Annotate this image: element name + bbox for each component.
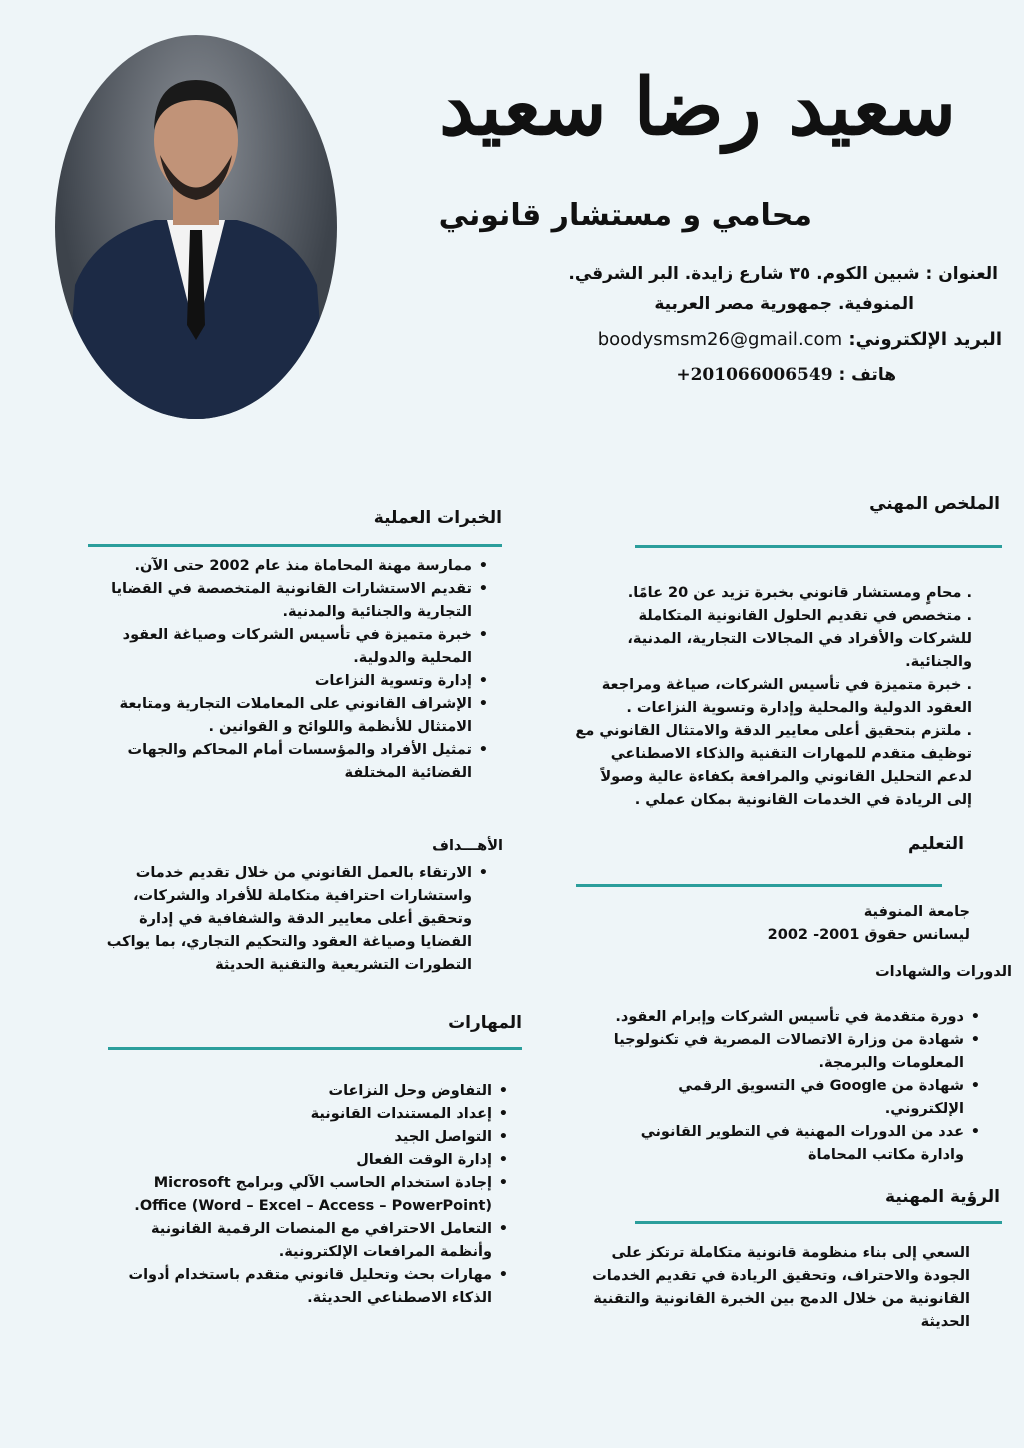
summary-text: [572, 582, 972, 812]
skill-item: • التفاوض وحل النزاعات: [108, 1080, 508, 1103]
experience-heading: الخبرات العملية: [373, 508, 502, 528]
degree: ليسانس حقوق 2001- 2002: [767, 927, 970, 943]
skill-item: • التواصل الجيد: [108, 1126, 508, 1149]
candidate-name: سعيد رضا سعيد: [439, 62, 956, 153]
right-column: [562, 494, 1012, 1334]
skill-item: • إجادة استخدام الحاسب الآلي وبرامج Microsoft Office (Word – Excel – Access – PowerPoint).: [108, 1172, 508, 1218]
address-line-1: العنوان : شبين الكوم. ٣٥ شارع زايدة. البر الشرقي.: [568, 264, 998, 284]
phone-number: +201066006549: [676, 365, 833, 385]
vision-heading: الرؤية المهنية: [885, 1187, 1000, 1207]
skills-list: [108, 1080, 508, 1310]
course-item: • دورة متقدمة في تأسيس الشركات وإبرام العقود.: [600, 1006, 980, 1029]
address-line-2: المنوفية. جمهورية مصر العربية: [654, 294, 914, 314]
goal-item: • الارتقاء بالعمل القانوني من خلال تقديم خدمات واستشارات احترافية متكاملة للأفراد والشركات، وتحقيق أعلى معايير الدقة والشفافية في إدارة القضايا وصياغة العقود والتحكيم التجاري، بما يواكب التطورات التشريعية والتقنية الحديثة: [84, 862, 488, 977]
education-heading: التعليم: [908, 834, 964, 854]
courses-list: [600, 1006, 980, 1167]
goals-heading: الأهـــداف: [432, 838, 503, 854]
divider: [108, 1047, 522, 1050]
email-link[interactable]: boodysmsm26@gmail.com: [597, 329, 843, 350]
summary-line: . ملتزم بتحقيق أعلى معايير الدقة والامتثال القانوني مع توظيف متقدم للمهارات التقنية والذكاء الاصطناعي لدعم التحليل القانوني والمرافعة بكفاءة عالية وصولاً إلى الريادة في الخدمات القانونية بمكان عملي .: [575, 723, 972, 808]
experience-item: • إدارة وتسوية النزاعات: [82, 670, 488, 693]
university: جامعة المنوفية: [863, 904, 970, 920]
summary-line: . متخصص في تقديم الحلول القانونية المتكاملة للشركات والأفراد في المجالات التجارية، المدنية، والجنائية.: [627, 608, 972, 670]
job-title: محامي و مستشار قانوني: [438, 198, 812, 233]
summary-line: . محامٍ ومستشار قانوني بخبرة تزيد عن 20 عامًا.: [627, 585, 972, 601]
divider: [635, 545, 1002, 548]
skill-item: • إدارة الوقت الفعال: [108, 1149, 508, 1172]
divider: [635, 1221, 1002, 1224]
email-row: [598, 329, 1002, 350]
course-item: • عدد من الدورات المهنية في التطوير القانوني وادارة مكاتب المحاماة: [600, 1121, 980, 1167]
skill-item: • التعامل الاحترافي مع المنصات الرقمية القانونية وأنظمة المرافعات الإلكترونية.: [108, 1218, 508, 1264]
divider: [88, 544, 502, 547]
experience-item: • خبرة متميزة في تأسيس الشركات وصياغة العقود المحلية والدولية.: [82, 624, 488, 670]
divider: [576, 884, 942, 887]
goals-list: [84, 862, 488, 977]
experience-item: • ممارسة مهنة المحاماة منذ عام 2002 حتى الآن.: [82, 555, 488, 578]
phone-row: [676, 365, 896, 385]
phone-label: هاتف :: [838, 365, 896, 385]
skill-item: • مهارات بحث وتحليل قانوني متقدم باستخدام أدوات الذكاء الاصطناعي الحديثة.: [108, 1264, 508, 1310]
summary-line: . خبرة متميزة في تأسيس الشركات، صياغة ومراجعة العقود الدولية والمحلية وإدارة وتسوية النزاعات .: [601, 677, 972, 716]
course-item: • شهادة من Google في التسويق الرقمي الإلكتروني.: [600, 1075, 980, 1121]
experience-item: • تقديم الاستشارات القانونية المتخصصة في القضايا التجارية والجنائية والمدنية.: [82, 578, 488, 624]
summary-heading: الملخص المهني: [869, 494, 1000, 514]
left-column: [62, 508, 522, 1310]
vision-text: السعي إلى بناء منظومة قانونية متكاملة ترتكز على الجودة والاحتراف، وتحقيق الريادة في تقديم الخدمات القانونية من خلال الدمج بين الخبرة القانونية والتقنية الحديثة: [592, 1245, 970, 1330]
email-label: البريد الإلكتروني:: [848, 329, 1002, 350]
courses-heading: الدورات والشهادات: [875, 964, 1012, 980]
course-item: • شهادة من وزارة الاتصالات المصرية في تكنولوجيا المعلومات والبرمجة.: [600, 1029, 980, 1075]
skills-heading: المهارات: [448, 1013, 522, 1033]
experience-list: [82, 555, 488, 785]
experience-item: • الإشراف القانوني على المعاملات التجارية ومتابعة الامتثال للأنظمة واللوائح و القوانين .: [82, 693, 488, 739]
experience-item: • تمثيل الأفراد والمؤسسات أمام المحاكم والجهات القضائية المختلفة: [82, 739, 488, 785]
profile-photo: [55, 35, 337, 419]
person-portrait-icon: [55, 35, 337, 419]
skill-item: • إعداد المستندات القانونية: [108, 1103, 508, 1126]
